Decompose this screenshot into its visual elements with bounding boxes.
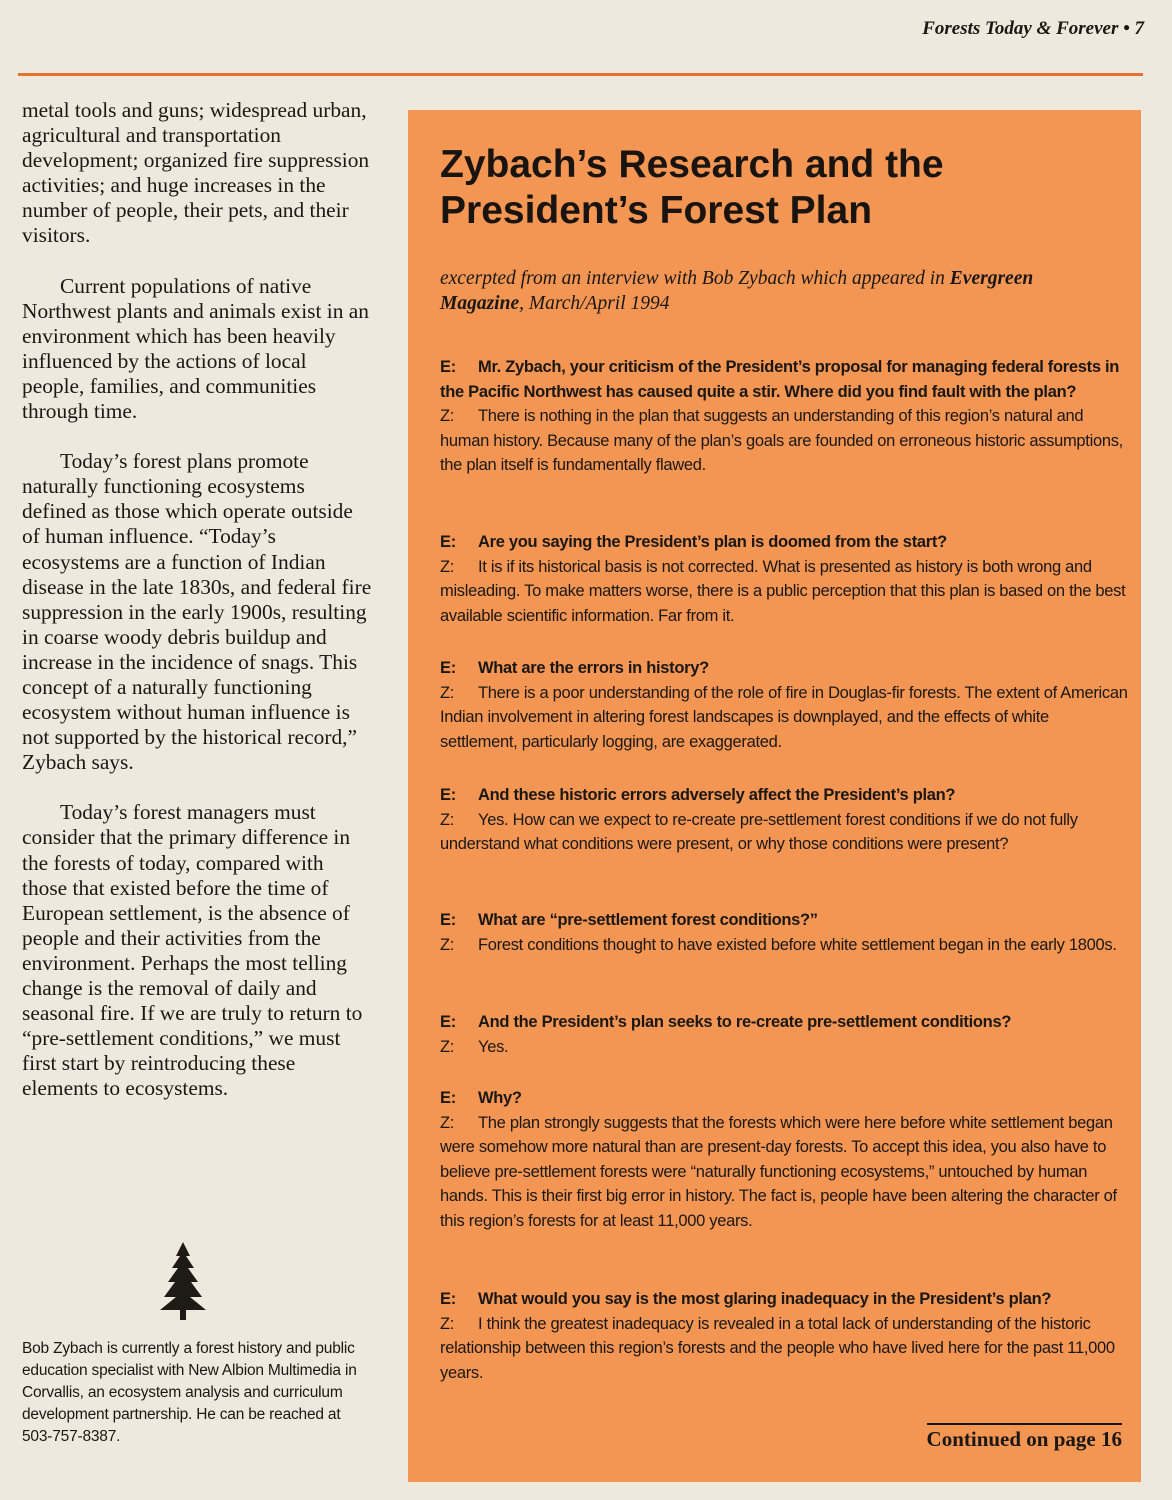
- author-bio: Bob Zybach is currently a forest history and public education specialist with New Albion Multimedia in Corvallis, an ecosystem analysis and curriculum development partnership. He can be reached at 503-757-8387.: [22, 1340, 357, 1445]
- continued-link[interactable]: Continued on page 16: [927, 1423, 1122, 1452]
- answer-text: I think the greatest inadequacy is revealed in a total lack of understanding of the historic relationship between this region’s forests and the people who have lived here for the past 11,000 years.: [440, 1314, 1115, 1382]
- left-paragraph-2: Current populations of native Northwest plants and animals exist in an environment which has been heavily influenced by the actions of local people, families, and communities through time.: [22, 273, 369, 424]
- q-tag: E:: [440, 786, 456, 804]
- a-tag: Z:: [440, 1314, 455, 1333]
- a-tag: Z:: [440, 1037, 455, 1056]
- answer: [440, 404, 1130, 478]
- left-paragraph-1: metal tools and guns; widespread urban, agricultural and transportation development; organized fire suppression activities; and huge increases in the number of people, their pets, and their visitors.: [22, 98, 370, 248]
- answer-text: There is a poor understanding of the role of fire in Douglas-fir forests. The extent of American Indian involvement in altering forest landscapes is downplayed, and the effects of white settlement, particularly logging, are exaggerated.: [440, 683, 1128, 751]
- question-text: Are you saying the President’s plan is doomed from the start?: [478, 533, 947, 551]
- answer: [440, 1111, 1130, 1234]
- a-tag: Z:: [440, 935, 455, 954]
- intro-date: , March/April 1994: [519, 292, 670, 314]
- a-tag: Z:: [440, 557, 455, 576]
- answer: [440, 933, 1130, 958]
- answer-text: It is if its historical basis is not corrected. What is presented as history is both wrong and misleading. To make matters worse, there is a public perception that this plan is based on the best available scientific information. Far from it.: [440, 557, 1126, 625]
- answer: [440, 808, 1130, 857]
- question: [440, 530, 1130, 555]
- qa-block-7: [440, 1086, 1130, 1234]
- left-paragraph-4: Today’s forest managers must consider that the primary difference in the forests of today, compared with those that existed before the time of European settlement, is the absence of people and their activities from the environment. Perhaps the most telling change is the removal of daily and seasonal fire. If we are truly to return to “pre-settlement conditions,” we must first start by reintroducing these elements to ecosystems.: [22, 800, 363, 1101]
- question: [440, 1287, 1130, 1312]
- question: [440, 355, 1130, 404]
- q-tag: E:: [440, 533, 456, 551]
- question: [440, 1010, 1130, 1035]
- q-tag: E:: [440, 358, 456, 376]
- question-text: And these historic errors adversely affect the President’s plan?: [478, 786, 956, 804]
- answer-text: Yes.: [478, 1037, 509, 1056]
- q-tag: E:: [440, 911, 456, 929]
- question-text: Mr. Zybach, your criticism of the President’s proposal for managing federal forests in the Pacific Northwest has caused quite a stir. Where did you find fault with the plan?: [440, 358, 1120, 401]
- qa-block-4: [440, 783, 1130, 857]
- question: [440, 1086, 1130, 1111]
- qa-block-1: [440, 355, 1130, 478]
- qa-block-2: [440, 530, 1130, 628]
- answer: [440, 555, 1130, 629]
- left-paragraph-3: Today’s forest plans promote naturally functioning ecosystems defined as those which operate outside of human influence. “Today’s ecosystems are a function of Indian disease in the late 1830s, and federal fire suppression in the early 1900s, resulting in coarse woody debris buildup and increase in the incidence of snags. This concept of a naturally functioning ecosystem without human influence is not supported by the historical record,” Zybach says.: [22, 449, 372, 775]
- answer: [440, 1312, 1130, 1386]
- sidebar-intro: [440, 267, 1120, 316]
- answer-text: The plan strongly suggests that the forests which were here before white settlement began were somehow more natural than are present-day forests. To accept this idea, you also have to believe pre-settlement forests were “naturally functioning ecosystems,” untouched by human hands. This is their first big error in history. The fact is, people have been altering the character of this region’s forests for at least 11,000 years.: [440, 1113, 1117, 1230]
- question: [440, 908, 1130, 933]
- question: [440, 656, 1130, 681]
- answer-text: Forest conditions thought to have existed before white settlement began in the early 1800s.: [478, 935, 1117, 954]
- question-text: What are the errors in history?: [478, 659, 709, 677]
- intro-magazine: Evergreen Magazine: [440, 268, 1034, 314]
- qa-block-5: [440, 908, 1130, 957]
- question-text: What would you say is the most glaring inadequacy in the President’s plan?: [478, 1290, 1052, 1308]
- answer-text: There is nothing in the plan that suggests an understanding of this region’s natural and human history. Because many of the plan’s goals are founded on erroneous historic assumptions, the plan itself is fundamentally flawed.: [440, 407, 1123, 475]
- question-text: And the President’s plan seeks to re-create pre-settlement conditions?: [478, 1013, 1012, 1031]
- running-header: Forests Today & Forever • 7: [922, 18, 1144, 39]
- q-tag: E:: [440, 1089, 456, 1107]
- qa-block-8: [440, 1287, 1130, 1385]
- a-tag: Z:: [440, 1113, 455, 1132]
- question-text: Why?: [478, 1089, 522, 1107]
- left-column: [22, 98, 374, 1126]
- answer: [440, 681, 1130, 755]
- header-rule: [18, 73, 1143, 76]
- question: [440, 783, 1130, 808]
- answer-text: Yes. How can we expect to re-create pre-settlement forest conditions if we do not fully understand what conditions were present, or why those conditions were present?: [440, 810, 1078, 854]
- qa-block-3: [440, 656, 1130, 754]
- q-tag: E:: [440, 1290, 456, 1308]
- a-tag: Z:: [440, 810, 455, 829]
- a-tag: Z:: [440, 683, 455, 702]
- answer: [440, 1035, 1130, 1060]
- a-tag: Z:: [440, 407, 455, 426]
- pine-tree-icon: [160, 1242, 206, 1320]
- qa-block-6: [440, 1010, 1130, 1059]
- q-tag: E:: [440, 1013, 456, 1031]
- q-tag: E:: [440, 659, 456, 677]
- intro-text: excerpted from an interview with Bob Zybach which appeared in: [440, 268, 950, 289]
- question-text: What are “pre-settlement forest conditions?”: [478, 911, 818, 929]
- sidebar-title: Zybach’s Research and the President’s Forest Plan: [440, 143, 944, 232]
